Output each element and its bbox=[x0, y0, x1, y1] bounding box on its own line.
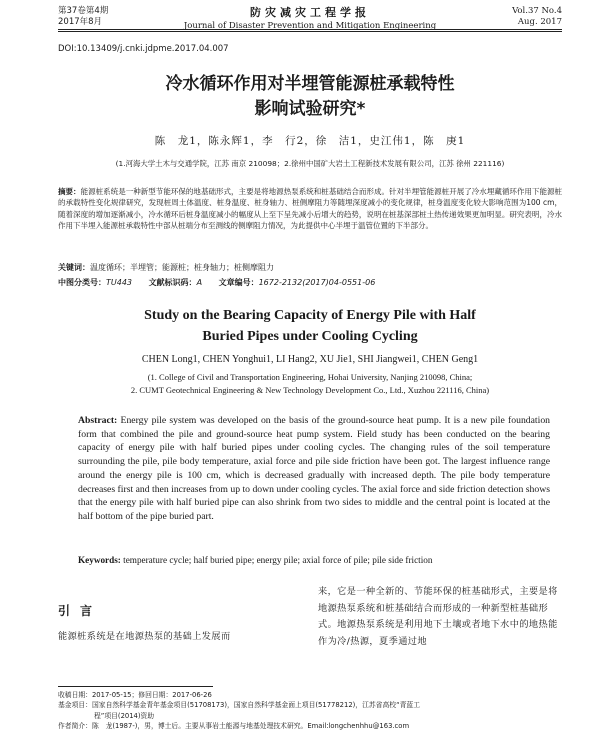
abstract-en-label: Abstract: bbox=[78, 415, 118, 426]
keywords-cn bbox=[58, 262, 274, 273]
doc-code-label: 文献标识码： bbox=[148, 278, 197, 287]
keywords-en bbox=[78, 555, 432, 565]
article-no-label: 文章编号： bbox=[218, 278, 259, 287]
clc-field bbox=[58, 278, 132, 287]
keywords-cn-text: 温度循环；半埋管；能源桩；桩身轴力；桩侧摩阻力 bbox=[90, 263, 274, 272]
journal-masthead bbox=[160, 4, 460, 31]
doi: DOI:10.13409/j.cnki.jdpme.2017.04.007 bbox=[58, 44, 229, 54]
abstract-en-text: Energy pile system was developed on the basis of the ground-source heat pump. It is a new pile foundation form that combined the pile and ground-source heat pump system. Field study has been conducted on the bearing capacity of energy pile with half buried pipes under cooling cycles. The changing rules of the soil temperature surrounding the pile, pile body temperature, axial force and pile side friction have been got. The largest influence range around the energy pile is 100 cm, which is decreased gradually with increased depth. The pile body temperature decreases first and then increases from up to down under cooling cycles. The axial force and side friction detection shows that the energy pile with half buried pipe can also shrink from two sides to middle and the central point is located at the half bottom of the pipe buried part. bbox=[78, 415, 551, 522]
article-no-value: 1672-2132(2017)04-0551-06 bbox=[258, 278, 376, 287]
footnotes bbox=[58, 690, 562, 732]
affiliation-en bbox=[58, 371, 562, 397]
journal-volume-cn bbox=[58, 6, 108, 28]
authors-en: CHEN Long1, CHEN Yonghui1, LI Hang2, XU Jie1, SHI Jiangwei1, CHEN Geng1 bbox=[141, 354, 479, 365]
abstract-en bbox=[78, 414, 550, 524]
journal-name-en: Journal of Disaster Prevention and Mitigation Engineering bbox=[183, 21, 437, 31]
abstract-cn-label: 摘要： bbox=[58, 187, 81, 196]
date-line-cn: 2017年8月 bbox=[58, 17, 103, 27]
title-en-line2: Buried Pipes under Cooling Cycling bbox=[202, 329, 418, 344]
keywords-en-text: temperature cycle; half buried pipe; energy pile; axial force of pile; pile side friction bbox=[123, 555, 433, 565]
authors-cn: 陈 龙1，陈永辉1，李 行2，徐 洁1，史江伟1，陈 庚1 bbox=[154, 135, 466, 147]
article-no-field bbox=[219, 278, 376, 287]
affiliation-en-line1: (1. College of Civil and Transportation Engineering, Hohai University, Nanjing 210098, China; bbox=[147, 372, 473, 382]
header-rule-thin bbox=[58, 31, 562, 32]
footnote-fund: 基金项目：国家自然科学基金青年基金项目(51708173)，国家自然科学基金面上项目(51778212)，江苏省高校“青蓝工 bbox=[58, 701, 420, 710]
footnote-rule bbox=[58, 686, 213, 687]
keywords-en-label: Keywords: bbox=[78, 555, 121, 565]
doc-code-value: A bbox=[196, 278, 203, 287]
affiliation-en-line2: 2. CUMT Geotechnical Engineering & New Technology Development Co., Ltd., Xuzhou 221116, China) bbox=[130, 385, 490, 395]
intro-left-column: 能源桩系统是在地源热泵的基础上发展而 bbox=[58, 631, 231, 642]
title-en bbox=[58, 305, 562, 347]
footnote-received: 收稿日期：2017-05-15；修回日期：2017-06-26 bbox=[58, 691, 212, 699]
clc-value: TU443 bbox=[106, 278, 133, 287]
journal-volume-en bbox=[512, 6, 562, 28]
title-cn-line1: 冷水循环作用对半埋管能源桩承载特性 bbox=[165, 74, 455, 94]
title-cn bbox=[58, 72, 562, 122]
title-cn-line2: 影响试验研究* bbox=[254, 99, 366, 119]
footnote-author: 作者简介：陈 龙(1987-)，男，博士后。主要从事岩土能源与地基处理技术研究。Email:longchenhhu@163.com bbox=[58, 722, 410, 731]
header-rule bbox=[58, 29, 562, 30]
keywords-cn-label: 关键词： bbox=[58, 263, 90, 272]
doc-code-field bbox=[149, 278, 202, 287]
affiliation-cn: (1.河海大学土木与交通学院，江苏 南京 210098；2.徐州中国矿大岩土工程新技术发展有限公司，江苏 徐州 221116) bbox=[115, 159, 505, 168]
journal-name-cn: 防灾减灾工程学报 bbox=[250, 6, 370, 19]
title-en-line1: Study on the Bearing Capacity of Energy Pile with Half bbox=[144, 308, 476, 323]
intro-right-column: 来，它是一种全新的、节能环保的桩基础形式，主要是将地源热泵系统和桩基础结合而形成的一种新型桩基础形式。地源热泵系统是利用地下土壤或者地下水中的地热能作为冷/热源，夏季通过地 bbox=[318, 586, 558, 647]
abstract-cn-text: 能源桩系统是一种新型节能环保的地基础形式，主要是将地源热泵系统和桩基础结合而形成。针对半埋管能源桩开展了冷水埋藏循环作用下能源桩的承载特性变化规律研究，发现桩周土体温度、桩身温度、桩身轴力、桩侧摩阻力等随埋深度减小的变化规律，桩身温度变化较大影响范围为100 cm，随着深度的增加逐渐减小，冷水循环后桩身温度减小的幅度从上至下呈先减小后增大的趋势，说明在桩基深部桩土热传递效果更加明显。研究表明，冷水作用下半埋入能源桩承载特性中部从桩端分布至测线的侧摩阻力情况，为此提供中心半埋于温管位置的下半部分。 bbox=[58, 187, 563, 231]
volume-line-cn: 第37卷第4期 bbox=[58, 6, 109, 16]
date-line-en: Aug. 2017 bbox=[517, 17, 562, 27]
footnote-fund-cont: 程”项目(2014)资助 bbox=[94, 711, 155, 720]
abstract-cn bbox=[58, 186, 562, 232]
section-heading-intro: 引言 bbox=[58, 604, 103, 618]
volume-line-en: Vol.37 No.4 bbox=[512, 6, 562, 16]
classification-line bbox=[58, 277, 389, 288]
clc-label: 中图分类号： bbox=[58, 278, 106, 287]
